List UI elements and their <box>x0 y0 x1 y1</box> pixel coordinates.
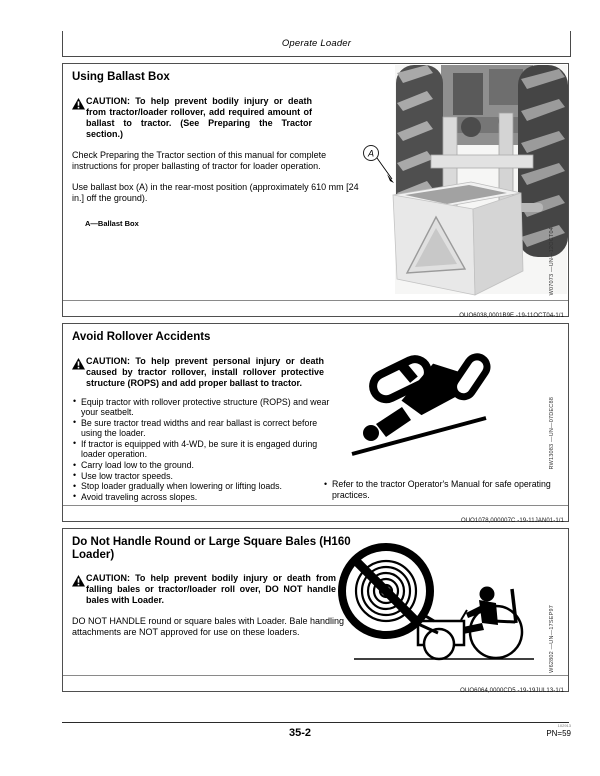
ballast-box-figure <box>359 65 571 296</box>
ballast-box-photo <box>359 65 571 296</box>
figure-caption: OUO1078,000007C -19-11JAN01-1/1 <box>460 518 564 524</box>
section-text-column <box>72 331 332 502</box>
list-item: • Equip tractor with rollover protective structure (ROPS) and wear your seatbelt. <box>73 397 332 418</box>
running-header-title: Operate Loader <box>281 38 352 49</box>
figure-id-label: RW13083 —UN—07DEC88 <box>549 396 555 469</box>
section-do-not-handle-bales <box>62 528 569 692</box>
section-title: Using Ballast Box <box>72 71 170 83</box>
figure-caption: OUO6064,0000CD5 -19-19JUL13-1/1 <box>460 688 564 694</box>
caution-text: CAUTION: To help prevent bodily injury or death from tractor/loader rollover, add required amount of ballast to tractor. (See Preparing the Tractor section.) <box>86 95 312 139</box>
section-title: Avoid Rollover Accidents <box>72 331 211 343</box>
figure-caption-strip <box>63 505 568 524</box>
caution-note <box>72 573 364 606</box>
body-paragraph: Check Preparing the Tractor section of this manual for complete instructions for proper ballasting of tractor for loader operation. <box>72 149 327 171</box>
section-avoid-rollover-accidents <box>62 323 569 522</box>
pn-number: PN=59 <box>546 729 571 738</box>
list-item: • Stop loader gradually when lowering or lifting loads. <box>73 481 332 492</box>
section-text-column <box>72 71 368 228</box>
svg-text:A: A <box>367 148 375 159</box>
figure-id-label: W07073 —UN—12OCT04 <box>549 226 555 295</box>
callout-a <box>364 146 395 184</box>
caution-note <box>72 356 332 389</box>
list-item: • Use low tractor speeds. <box>73 471 332 482</box>
page-number: 35-2 <box>288 727 312 739</box>
caution-note <box>72 96 368 140</box>
caution-text: CAUTION: To help prevent personal injury or death caused by tractor rollover, install rollover protective structure (ROPS) and add proper ballast to tractor. <box>86 355 324 388</box>
list-item: • Be sure tractor tread widths and rear ballast is correct before using the loader. <box>73 418 332 439</box>
section-text-column <box>72 536 364 638</box>
section-title: Do Not Handle Round or Large Square Bales (H160 Loader) <box>72 536 351 561</box>
section-using-ballast-box <box>62 63 569 317</box>
figure-caption-strip <box>63 300 568 319</box>
no-bale-handling-pictogram <box>336 537 541 667</box>
body-paragraph: Use ballast box (A) in the rear-most position (approximately 610 mm [24 in.] off the ground). <box>72 181 359 203</box>
warning-triangle-icon <box>72 356 86 375</box>
figure-caption-strip <box>63 675 568 694</box>
list-item: • Refer to the tractor Operator's Manual for safe operating practices. <box>324 479 556 500</box>
warning-triangle-icon <box>72 573 86 592</box>
footer-rule <box>62 722 569 723</box>
figure-caption: OUO6038,0001B9E -19-11OCT04-1/1 <box>459 313 564 319</box>
side-note <box>324 479 556 500</box>
bale-prohibition-figure <box>336 537 541 667</box>
tractor-rollover-pictogram <box>350 336 495 462</box>
list-item: • Carry load low to the ground. <box>73 460 332 471</box>
list-item: • Avoid traveling across slopes. <box>73 492 332 503</box>
caution-text: CAUTION: To help prevent bodily injury or death from falling bales or tractor/loader roll over, DO NOT handle bales with Loader. <box>86 573 336 605</box>
footer-pn-block <box>546 724 571 738</box>
running-header <box>62 31 571 57</box>
rollover-figure <box>350 336 495 462</box>
callout-legend: A—Ballast Box <box>85 218 139 228</box>
list-item: • If tractor is equipped with 4-WD, be sure it is engaged during loader operation. <box>73 439 332 460</box>
safety-bullet-list <box>73 397 332 503</box>
print-code: 102913 <box>557 723 571 728</box>
body-paragraph: DO NOT HANDLE round or square bales with Loader. Bale handling attachments are NOT approved for use on these loaders. <box>72 616 344 637</box>
warning-triangle-icon <box>72 96 86 115</box>
figure-id-label: W62802 —UN—17SEP97 <box>549 605 555 673</box>
